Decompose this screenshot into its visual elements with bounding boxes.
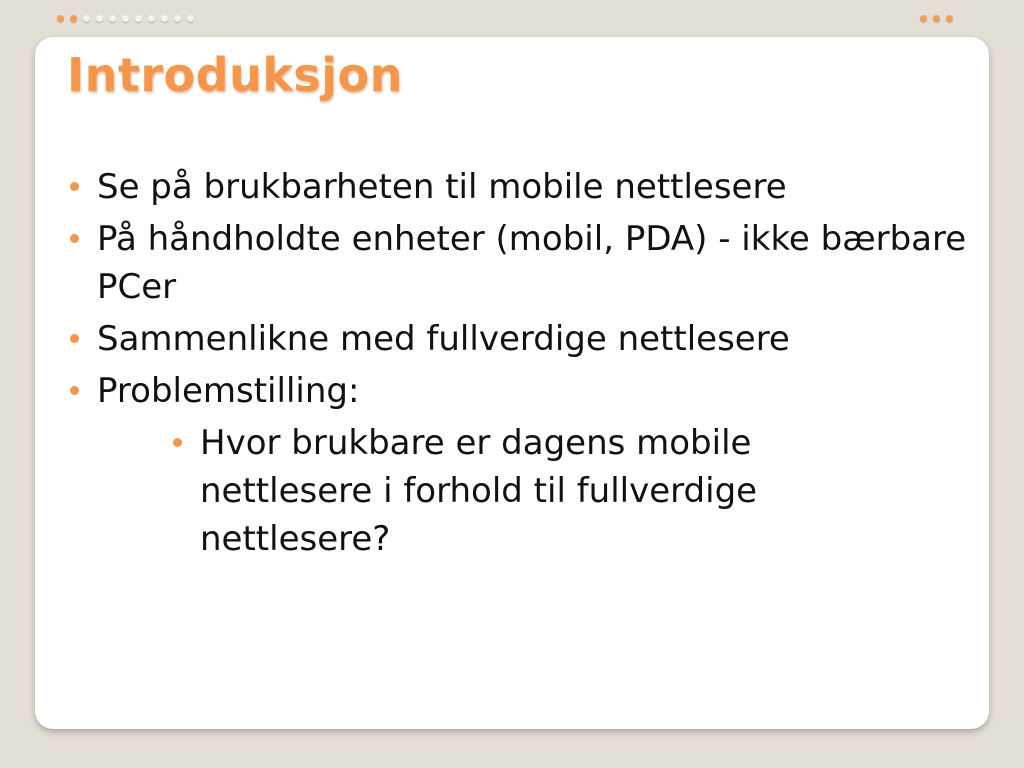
- bullet-icon: [70, 234, 79, 243]
- dot-icon: [187, 15, 194, 22]
- dot-icon: [83, 15, 90, 22]
- dot-icon: [920, 15, 927, 22]
- bullet-icon: [173, 438, 182, 447]
- dot-icon: [109, 15, 116, 22]
- dot-icon: [96, 15, 103, 22]
- dot-icon: [135, 15, 142, 22]
- dot-icon: [161, 15, 168, 22]
- sub-bullet-item: [173, 419, 880, 563]
- bullet-item: [70, 215, 970, 311]
- dot-icon: [148, 15, 155, 22]
- bullet-text: Problemstilling:: [97, 371, 360, 411]
- dot-icon: [933, 15, 940, 22]
- sub-bullet-text: Hvor brukbare er dagens mobile nettlesere i forhold til fullverdige nettlesere?: [200, 423, 758, 559]
- bullet-text: Se på brukbarheten til mobile nettlesere: [97, 167, 787, 207]
- slide-title: Introduksjon: [67, 48, 403, 102]
- bullet-icon: [70, 182, 79, 191]
- bullet-text: På håndholdte enheter (mobil, PDA) - ikke bærbare PCer: [97, 219, 967, 307]
- dot-icon: [946, 15, 953, 22]
- bullet-icon: [70, 386, 79, 395]
- dot-icon: [57, 15, 64, 22]
- dot-icon: [70, 15, 77, 22]
- dot-icon: [174, 15, 181, 22]
- bullet-item: [70, 367, 970, 415]
- bullet-item: [70, 315, 970, 363]
- decorative-dots-right: [920, 15, 953, 22]
- decorative-dots-left: [57, 15, 194, 22]
- bullet-text: Sammenlikne med fullverdige nettlesere: [97, 319, 790, 359]
- bullet-list: [70, 163, 970, 567]
- dot-icon: [122, 15, 129, 22]
- bullet-icon: [70, 334, 79, 343]
- bullet-item: [70, 163, 970, 211]
